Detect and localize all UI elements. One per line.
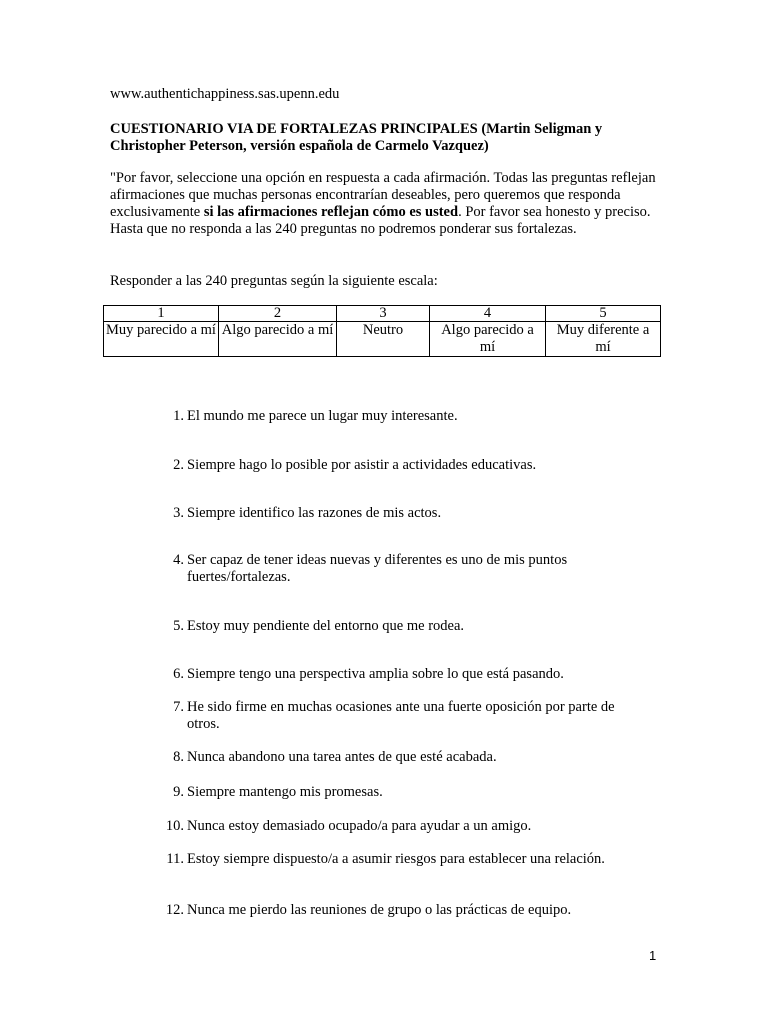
question-number: 3. xyxy=(173,505,184,521)
question-number: 9. xyxy=(173,784,184,800)
question-text: El mundo me parece un lugar muy interesante. xyxy=(187,408,458,424)
question-number: 4. xyxy=(173,552,184,568)
scale-number-cell: 4 xyxy=(430,306,546,322)
question-number: 8. xyxy=(173,749,184,765)
question-number: 10. xyxy=(165,818,184,834)
question-number: 11. xyxy=(166,851,184,867)
source-url: www.authentichappiness.sas.upenn.edu xyxy=(110,86,340,102)
question-text: Estoy siempre dispuesto/a a asumir riesgos para establecer una relación. xyxy=(187,851,605,867)
scale-label-cell: Neutro xyxy=(337,322,430,357)
list-item xyxy=(150,902,620,919)
list-item xyxy=(150,457,620,474)
question-number: 7. xyxy=(173,699,184,715)
list-item xyxy=(150,784,620,801)
question-text: Siempre identifico las razones de mis actos. xyxy=(187,505,442,521)
question-number: 5. xyxy=(173,618,184,634)
question-text: Nunca me pierdo las reuniones de grupo o las prácticas de equipo. xyxy=(187,902,572,918)
list-item xyxy=(150,552,620,586)
list-item xyxy=(150,666,620,683)
scale-number-cell: 3 xyxy=(337,306,430,322)
scale-label-cell: Muy parecido a mí xyxy=(104,322,219,357)
question-text: Nunca abandono una tarea antes de que esté acabada. xyxy=(187,749,497,765)
question-text: Siempre mantengo mis promesas. xyxy=(187,784,383,800)
intro-text-1: "Por favor, seleccione una opción en respuesta a cada afirmación. Todas las preguntas reflejan afirmaciones que muchas personas encontrarían deseables, pero queremos que responda exclusivamente xyxy=(110,170,656,220)
scale-instruction: Responder a las 240 preguntas según la siguiente escala: xyxy=(110,273,438,289)
question-number: 6. xyxy=(173,666,184,682)
question-text: Estoy muy pendiente del entorno que me rodea. xyxy=(187,618,465,634)
intro-bold-text: si las afirmaciones reflejan cómo es usted xyxy=(203,204,459,220)
question-text: Nunca estoy demasiado ocupado/a para ayudar a un amigo. xyxy=(187,818,532,834)
list-item xyxy=(150,408,620,425)
list-item xyxy=(150,618,620,635)
question-text: Siempre hago lo posible por asistir a actividades educativas. xyxy=(187,457,537,473)
scale-label-cell: Muy diferente a mí xyxy=(546,322,661,357)
question-number: 1. xyxy=(173,408,184,424)
intro-text-2: . Por favor sea honesto y preciso. Hasta que no responda a las 240 preguntas no podremos ponderar sus fortalezas. xyxy=(110,204,651,237)
question-number: 2. xyxy=(173,457,184,473)
page-number: 1 xyxy=(649,948,657,963)
scale-label-cell: Algo parecido a mí xyxy=(219,322,337,357)
question-text: He sido firme en muchas ocasiones ante una fuerte oposición por parte de otros. xyxy=(187,699,615,732)
list-item xyxy=(150,699,620,733)
list-item xyxy=(150,818,620,835)
document-title: CUESTIONARIO VIA DE FORTALEZAS PRINCIPALES (Martin Seligman y Christopher Peterson, versión española de Carmelo Vazquez) xyxy=(110,121,603,154)
question-text: Siempre tengo una perspectiva amplia sobre lo que está pasando. xyxy=(187,666,564,682)
list-item xyxy=(150,851,620,868)
question-text: Ser capaz de tener ideas nuevas y diferentes es uno de mis puntos fuertes/fortalezas. xyxy=(187,552,568,585)
list-item xyxy=(150,505,620,522)
list-item xyxy=(150,749,620,766)
scale-number-cell: 1 xyxy=(104,306,219,322)
scale-number-cell: 5 xyxy=(546,306,661,322)
scale-number-cell: 2 xyxy=(219,306,337,322)
question-number: 12. xyxy=(165,902,184,918)
scale-label-cell: Algo parecido a mí xyxy=(430,322,546,357)
